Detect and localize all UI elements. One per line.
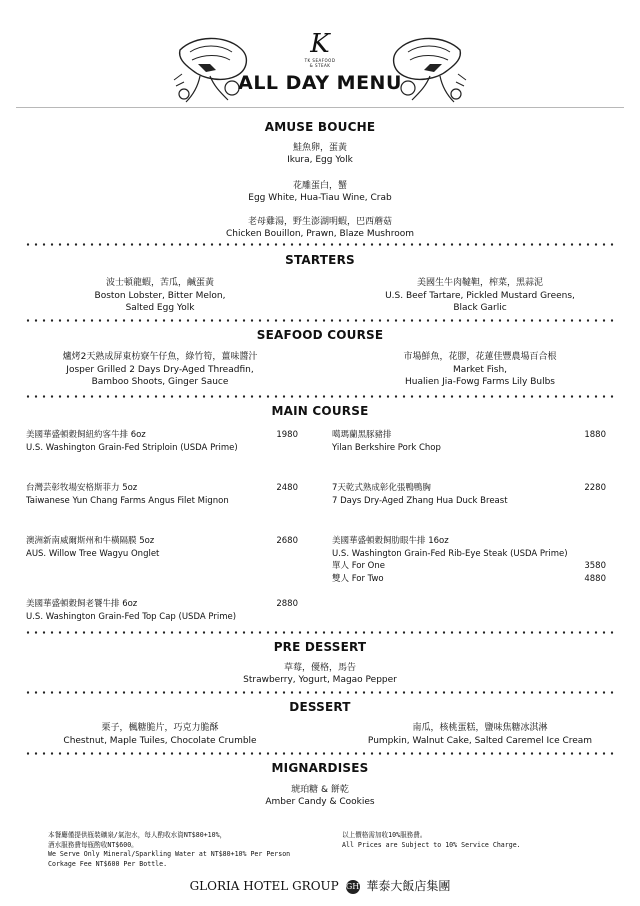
item-name-en: Chicken Bouillon, Prawn, Blaze Mushroom: [226, 229, 414, 239]
item-name-en: U.S. Washington Grain-Fed Top Cap (USDA Prime): [26, 611, 237, 622]
menu-item: [0, 351, 320, 389]
item-name-en: AUS. Willow Tree Wagyu Onglet: [26, 548, 160, 559]
section-title-dessert: DESSERT: [289, 700, 351, 714]
item-name-zh: 市場鮮魚，花膠，花蓮佳豐農場百合根: [403, 352, 557, 362]
dotted-divider: [24, 243, 616, 246]
item-name-zh: 爐烤2天熟成屏東枋寮午仔魚，綠竹筍，薑味醬汁: [62, 352, 258, 362]
portion-option-label: 單人 For One: [332, 561, 385, 571]
item-price: 2680: [276, 536, 298, 546]
menu-item: [26, 482, 229, 507]
menu-item: [26, 598, 236, 623]
logo-tagline: TK SEAFOOD & STEAK: [304, 58, 336, 68]
item-name-zh: 波士頓龍蝦，苦瓜，鹹蛋黃: [105, 278, 214, 288]
note-line: Corkage Fee NT$600 Per Bottle.: [48, 859, 168, 868]
item-name-en: Pumpkin, Walnut Cake, Salted Caremel Ice Cream: [367, 735, 593, 746]
menu-item: [332, 482, 508, 507]
brand-name-zh: 華泰大飯店集團: [366, 879, 451, 893]
item-name-zh: 美國華盛頓穀飼老饕牛排 6oz: [26, 599, 138, 609]
item-name-en: U.S. Washington Grain-Fed Striploin (USDA Prime): [26, 442, 238, 453]
lobster-illustration-icon: [378, 30, 470, 108]
item-name-en: Boston Lobster, Bitter Melon,: [94, 290, 226, 301]
item-name-zh: 美國華盛頓穀飼肋眼牛排 16oz: [332, 536, 449, 546]
item-name-zh: 琥珀糖 & 餅乾: [291, 785, 349, 795]
item-name-zh: 噶瑪蘭黑豚豬排: [332, 430, 392, 440]
menu-title: ALL DAY MENU: [238, 72, 402, 94]
menu-item: [332, 535, 568, 585]
menu-item: [0, 662, 640, 686]
item-name-en: Salted Egg Yolk: [125, 303, 195, 313]
menu-item: [320, 351, 640, 389]
item-name-zh: 台灣芸彰牧場安格斯菲力 5oz: [26, 483, 138, 493]
item-name-en: 7 Days Dry-Aged Zhang Hua Duck Breast: [332, 495, 508, 506]
section-title-pre-dessert: PRE DESSERT: [273, 640, 367, 654]
item-name-zh: 栗子，楓糖脆片，巧克力脆酥: [101, 723, 219, 733]
item-name-zh: 花雕蛋白，蟹: [292, 181, 347, 191]
note-line: 酒水服務費每瓶酌收NT$600。: [48, 840, 138, 849]
item-name-en: Market Fish,: [452, 364, 508, 375]
logo-letter: K: [310, 29, 330, 59]
item-price: 1980: [276, 430, 298, 440]
item-name-zh: 美國華盛頓穀飼紐約客牛排 6oz: [26, 430, 146, 440]
item-name-zh: 美國生牛肉韃靼，榨菜，黑蒜泥: [416, 278, 543, 288]
menu-item: [26, 535, 159, 560]
menu-item: [0, 180, 640, 204]
dotted-divider: [24, 631, 616, 634]
dotted-divider: [24, 319, 616, 322]
item-name-en: U.S. Washington Grain-Fed Rib-Eye Steak (USDA Prime): [332, 548, 568, 559]
item-price: 2880: [276, 599, 298, 609]
item-name-zh: 南瓜，核桃蛋糕，鹽味焦糖冰淇淋: [412, 723, 548, 733]
item-price: 1880: [584, 430, 606, 440]
item-price: 4880: [584, 574, 606, 584]
menu-item: [0, 216, 640, 240]
item-name-zh: 草莓，優格，馬告: [283, 663, 356, 673]
note-line: All Prices are Subject to 10% Service Charge.: [342, 840, 521, 849]
item-name-en: Bamboo Shoots, Ginger Sauce: [91, 377, 229, 387]
menu-item: [0, 784, 640, 808]
service-charge-note: [342, 831, 521, 850]
item-price: 2480: [276, 483, 298, 493]
item-price: 2280: [584, 483, 606, 493]
dotted-divider: [24, 752, 616, 755]
section-title-starters: STARTERS: [285, 253, 355, 267]
note-line: 本餐廳僅提供瓶裝礦泉/氣泡水，每人酌收水資NT$80+10%，: [48, 831, 227, 839]
item-name-en: Strawberry, Yogurt, Magao Pepper: [243, 675, 397, 685]
item-name-en: Amber Candy & Cookies: [265, 797, 375, 807]
item-name-en: U.S. Beef Tartare, Pickled Mustard Greens,: [385, 290, 575, 301]
item-name-en: Egg White, Hua-Tiau Wine, Crab: [248, 193, 392, 203]
lobster-illustration-icon: [170, 30, 262, 108]
menu-item: [320, 277, 640, 315]
note-line: We Serve Only Mineral/Sparkling Water at NT$80+10% Per Person: [48, 850, 291, 858]
item-name-en: Hualien Jia-Fowg Farms Lily Bulbs: [404, 377, 555, 387]
section-title-mignardises: MIGNARDISES: [271, 761, 369, 775]
water-corkage-note: [48, 831, 290, 869]
section-title-seafood-course: SEAFOOD COURSE: [256, 328, 384, 342]
item-name-en: Taiwanese Yun Chang Farms Angus Filet Mignon: [26, 495, 229, 506]
menu-item: [0, 722, 320, 747]
menu-item: [0, 142, 640, 166]
brand-logo-icon: GH: [346, 880, 360, 894]
item-name-en: Yilan Berkshire Pork Chop: [332, 442, 441, 453]
portion-option-label: 雙人 For Two: [332, 573, 384, 584]
item-name-zh: 澳洲新南威爾斯州和牛橫隔膜 5oz: [26, 536, 155, 546]
item-name-en: Ikura, Egg Yolk: [287, 155, 353, 165]
hotel-group-brand: [0, 877, 640, 894]
section-title-main-course: MAIN COURSE: [271, 404, 369, 418]
menu-item: [26, 429, 238, 454]
section-title-amuse-bouche: AMUSE BOUCHE: [264, 120, 376, 134]
restaurant-logo: [302, 30, 338, 70]
menu-item: [0, 277, 320, 315]
item-name-en: Josper Grilled 2 Days Dry-Aged Threadfin,: [66, 364, 254, 375]
header-divider: [16, 107, 624, 108]
menu-item: [332, 429, 441, 454]
header: [0, 0, 640, 112]
brand-name-en: GLORIA HOTEL GROUP: [189, 879, 339, 893]
note-line: 以上價格需加收10%服務費。: [342, 831, 427, 839]
menu-item: [320, 722, 640, 747]
item-name-zh: 7天乾式熟成彰化張鴨鴨胸: [332, 483, 431, 493]
item-name-en: Black Garlic: [453, 303, 507, 313]
item-name-en: Chestnut, Maple Tuiles, Chocolate Crumble: [63, 735, 257, 746]
dotted-divider: [24, 691, 616, 694]
item-name-zh: 老母雞湯，野生澎湖明蝦，巴西蘑菇: [247, 217, 392, 227]
item-name-zh: 鮭魚卵，蛋黃: [292, 143, 347, 153]
dotted-divider: [24, 395, 616, 398]
item-price: 3580: [584, 561, 606, 571]
